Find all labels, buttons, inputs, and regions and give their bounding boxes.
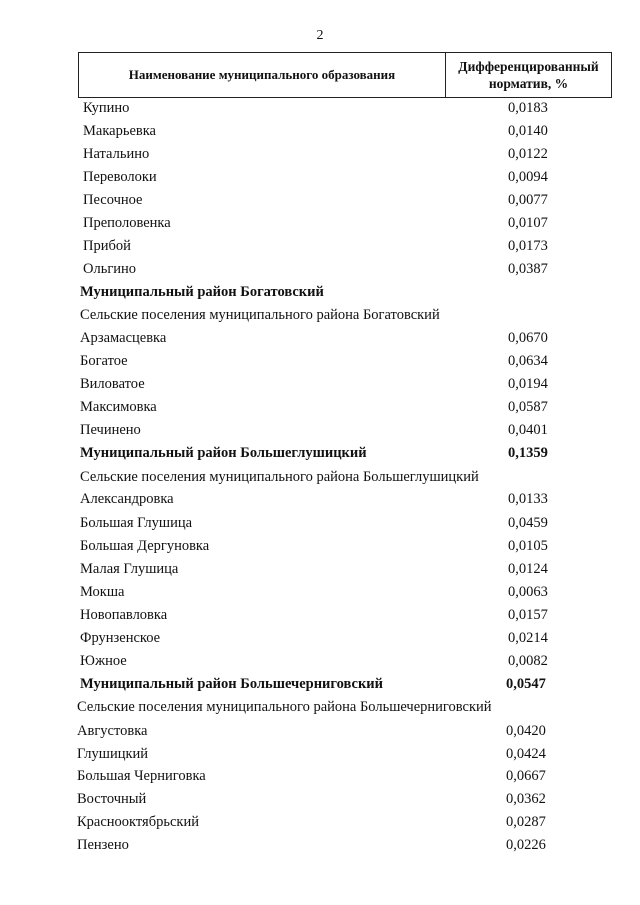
settlement-name: Мокша bbox=[80, 584, 125, 600]
settlement-name: Натальино bbox=[83, 146, 150, 162]
norm-value: 0,0401 bbox=[508, 422, 548, 438]
table-row bbox=[0, 235, 640, 257]
column-header-name: Наименование муниципального образования bbox=[79, 53, 446, 97]
table-row bbox=[0, 512, 640, 534]
district-name: Муниципальный район Большечерниговский bbox=[80, 676, 384, 692]
norm-value: 0,0362 bbox=[506, 791, 546, 807]
table-row bbox=[0, 535, 640, 557]
norm-value: 0,0670 bbox=[508, 330, 548, 346]
settlement-name: Ольгино bbox=[83, 261, 137, 277]
norm-value: 0,0634 bbox=[508, 353, 548, 369]
table-row bbox=[0, 258, 640, 280]
norm-value: 0,0459 bbox=[508, 515, 548, 531]
table-row bbox=[0, 396, 640, 418]
table-row bbox=[0, 834, 640, 856]
table-row bbox=[0, 811, 640, 833]
norm-value: 0,0667 bbox=[506, 768, 546, 784]
settlement-name: Сельские поселения муниципального района Большеглушицкий bbox=[80, 469, 479, 485]
settlement-name: Преполовенка bbox=[83, 215, 171, 231]
settlement-name: Краснооктябрьский bbox=[77, 814, 199, 830]
settlement-name: Виловатое bbox=[80, 376, 145, 392]
settlement-name: Прибой bbox=[83, 238, 131, 254]
settlement-name: Максимовка bbox=[80, 399, 157, 415]
table-row bbox=[0, 143, 640, 165]
settlement-name: Большая Глушица bbox=[80, 515, 193, 531]
norm-value: 0,0122 bbox=[508, 146, 548, 162]
settlement-name: Песочное bbox=[83, 192, 143, 208]
settlement-name: Восточный bbox=[77, 791, 147, 807]
norm-value: 0,0157 bbox=[508, 607, 548, 623]
norm-value: 0,0194 bbox=[508, 376, 548, 392]
table-row bbox=[0, 304, 640, 326]
settlement-name: Александровка bbox=[80, 491, 174, 507]
settlement-name: Глушицкий bbox=[77, 746, 149, 762]
table-row bbox=[0, 765, 640, 787]
norm-value: 0,0063 bbox=[508, 584, 548, 600]
district-row bbox=[0, 442, 640, 464]
table-row bbox=[0, 581, 640, 603]
table-row bbox=[0, 627, 640, 649]
table-row bbox=[0, 604, 640, 626]
settlement-name: Большая Черниговка bbox=[77, 768, 206, 784]
settlement-name: Пензено bbox=[77, 837, 129, 853]
column-header-norm-line2: норматив, % bbox=[488, 76, 569, 91]
norm-value: 0,0424 bbox=[506, 746, 546, 762]
norm-value: 0,0082 bbox=[508, 653, 548, 669]
norm-value: 0,0173 bbox=[508, 238, 548, 254]
norm-value: 0,0077 bbox=[508, 192, 548, 208]
table-row bbox=[0, 350, 640, 372]
table-row bbox=[0, 189, 640, 211]
settlement-name: Малая Глушица bbox=[80, 561, 179, 577]
norm-value: 0,0547 bbox=[506, 676, 546, 692]
settlement-name: Печинено bbox=[80, 422, 141, 438]
settlement-name: Августовка bbox=[77, 723, 148, 739]
norm-value: 0,0107 bbox=[508, 215, 548, 231]
settlement-name: Сельские поселения муниципального района Большечерниговский bbox=[77, 699, 492, 715]
table-row bbox=[0, 650, 640, 672]
table-row bbox=[0, 696, 640, 718]
norm-value: 0,1359 bbox=[508, 445, 548, 461]
settlement-name: Новопавловка bbox=[80, 607, 168, 623]
settlement-name: Макарьевка bbox=[83, 123, 156, 139]
norm-value: 0,0124 bbox=[508, 561, 548, 577]
table-row bbox=[0, 120, 640, 142]
table-row bbox=[0, 488, 640, 510]
norm-value: 0,0420 bbox=[506, 723, 546, 739]
norm-value: 0,0287 bbox=[506, 814, 546, 830]
table-row bbox=[0, 212, 640, 234]
table-row bbox=[0, 788, 640, 810]
settlement-name: Арзамасцевка bbox=[80, 330, 167, 346]
norm-value: 0,0226 bbox=[506, 837, 546, 853]
settlement-name: Богатое bbox=[80, 353, 128, 369]
norm-value: 0,0094 bbox=[508, 169, 548, 185]
district-row bbox=[0, 281, 640, 303]
table-row bbox=[0, 419, 640, 441]
norm-value: 0,0387 bbox=[508, 261, 548, 277]
table-row bbox=[0, 327, 640, 349]
norm-value: 0,0183 bbox=[508, 100, 548, 116]
norm-value: 0,0140 bbox=[508, 123, 548, 139]
table-row bbox=[0, 166, 640, 188]
table-row bbox=[0, 558, 640, 580]
district-name: Муниципальный район Богатовский bbox=[80, 284, 324, 300]
table-row bbox=[0, 466, 640, 488]
norm-value: 0,0133 bbox=[508, 491, 548, 507]
norm-value: 0,0105 bbox=[508, 538, 548, 554]
settlement-name: Южное bbox=[80, 653, 127, 669]
settlement-name: Фрунзенское bbox=[80, 630, 161, 646]
district-row bbox=[0, 673, 640, 695]
settlement-name: Купино bbox=[83, 100, 130, 116]
table-row bbox=[0, 373, 640, 395]
norm-value: 0,0214 bbox=[508, 630, 548, 646]
settlement-name: Переволоки bbox=[83, 169, 157, 185]
page-number: 2 bbox=[316, 28, 324, 43]
norm-value: 0,0587 bbox=[508, 399, 548, 415]
column-header-norm-line1: Дифференцированный bbox=[458, 59, 599, 74]
table-row bbox=[0, 743, 640, 765]
district-name: Муниципальный район Большеглушицкий bbox=[80, 445, 367, 461]
settlement-name: Большая Дергуновка bbox=[80, 538, 210, 554]
table-row bbox=[0, 720, 640, 742]
settlement-name: Сельские поселения муниципального района Богатовский bbox=[80, 307, 440, 323]
table-row bbox=[0, 97, 640, 119]
